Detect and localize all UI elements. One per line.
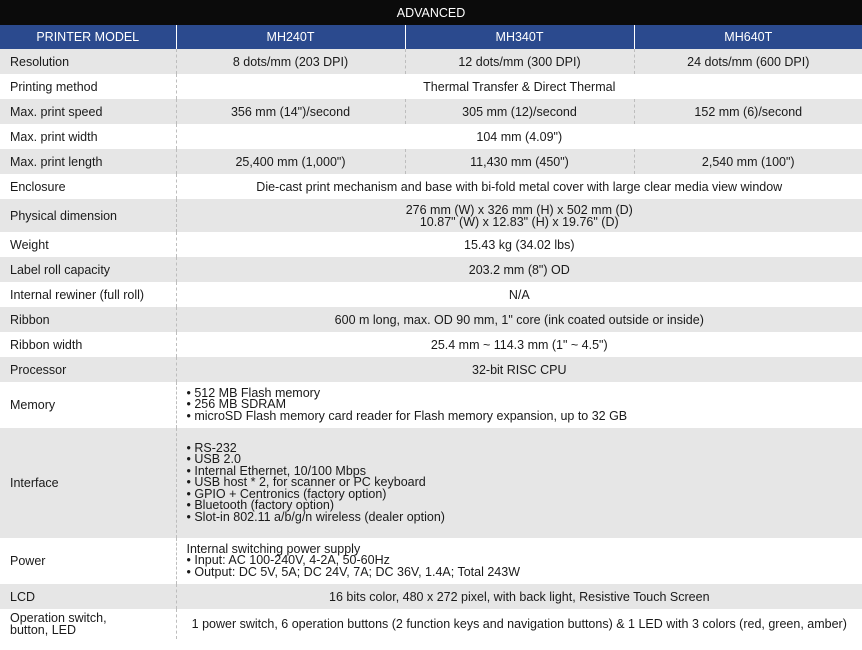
table-row [0, 174, 862, 199]
row-label [0, 609, 176, 639]
cell-value: 11,430 mm (450") [405, 149, 634, 174]
cell-line: Internal switching power supply [186, 541, 361, 556]
table-row [0, 609, 862, 639]
cell-value: 24 dots/mm (600 DPI) [634, 49, 862, 74]
column-header: PRINTER MODEL [0, 25, 176, 49]
cell-value: 203.2 mm (8") OD [176, 257, 862, 282]
table-row [0, 232, 862, 257]
table-row [0, 307, 862, 332]
row-label: Memory [0, 382, 176, 428]
cell-value: 8 dots/mm (203 DPI) [176, 49, 405, 74]
row-label: Processor [0, 357, 176, 382]
table-row [0, 74, 862, 99]
table-row [0, 257, 862, 282]
row-label-line: Operation switch, [10, 611, 107, 625]
cell-value: Die-cast print mechanism and base with bi-fold metal cover with large clear media view window [176, 174, 862, 199]
column-header: MH640T [634, 25, 862, 49]
cell-value: 2,540 mm (100") [634, 149, 862, 174]
cell-line: • Internal Ethernet, 10/100 Mbps [186, 463, 366, 478]
cell-value: 356 mm (14")/second [176, 99, 405, 124]
cell-line: • 512 MB Flash memory [186, 385, 321, 400]
cell-value: 305 mm (12)/second [405, 99, 634, 124]
cell-value [176, 382, 862, 428]
cell-line: • USB host * 2, for scanner or PC keyboard [186, 475, 426, 490]
cell-line: • Output: DC 5V, 5A; DC 24V, 7A; DC 36V, 1.4A; Total 243W [186, 564, 521, 579]
title-row [0, 0, 862, 25]
row-label: Physical dimension [0, 199, 176, 232]
cell-value: 25,400 mm (1,000") [176, 149, 405, 174]
row-label: Interface [0, 428, 176, 538]
row-label: Max. print width [0, 124, 176, 149]
header-row [0, 25, 862, 49]
table-row [0, 538, 862, 584]
cell-value: 16 bits color, 480 x 272 pixel, with back light, Resistive Touch Screen [176, 584, 862, 609]
cell-value: 32-bit RISC CPU [176, 357, 862, 382]
cell-line: • Slot-in 802.11 a/b/g/n wireless (dealer option) [186, 509, 445, 524]
row-label: Max. print speed [0, 99, 176, 124]
row-label: Enclosure [0, 174, 176, 199]
table-row [0, 199, 862, 232]
row-label: Label roll capacity [0, 257, 176, 282]
cell-value: 600 m long, max. OD 90 mm, 1" core (ink coated outside or inside) [176, 307, 862, 332]
cell-value: 104 mm (4.09") [176, 124, 862, 149]
table-row [0, 282, 862, 307]
row-label: Weight [0, 232, 176, 257]
table-row [0, 332, 862, 357]
row-label-line: button, LED [10, 623, 77, 637]
cell-line: • microSD Flash memory card reader for Flash memory expansion, up to 32 GB [186, 408, 628, 423]
cell-line: • Bluetooth (factory option) [186, 498, 335, 513]
cell-line: • USB 2.0 [186, 452, 241, 467]
row-label: Power [0, 538, 176, 584]
column-header: MH340T [405, 25, 634, 49]
cell-value [176, 428, 862, 538]
cell-value [176, 538, 862, 584]
table-row [0, 584, 862, 609]
row-label: Internal rewiner (full roll) [0, 282, 176, 307]
cell-line: • GPIO + Centronics (factory option) [186, 486, 387, 501]
row-label: LCD [0, 584, 176, 609]
row-label: Ribbon width [0, 332, 176, 357]
row-label: Ribbon [0, 307, 176, 332]
cell-value: 12 dots/mm (300 DPI) [405, 49, 634, 74]
cell-value [176, 199, 862, 232]
cell-value: Thermal Transfer & Direct Thermal [176, 74, 862, 99]
cell-value: 152 mm (6)/second [634, 99, 862, 124]
cell-line: • Input: AC 100-240V, 4-2A, 50-60Hz [186, 553, 390, 568]
cell-value: N/A [176, 282, 862, 307]
row-label: Resolution [0, 49, 176, 74]
table-row [0, 99, 862, 124]
cell-line: • RS-232 [186, 440, 237, 455]
table-row [0, 49, 862, 74]
cell-value: 1 power switch, 6 operation buttons (2 function keys and navigation buttons) & 1 LED with 3 colors (red, green, amber) [176, 609, 862, 639]
cell-value: 25.4 mm ~ 114.3 mm (1" ~ 4.5") [176, 332, 862, 357]
cell-line: 10.87" (W) x 12.83" (H) x 19.76" (D) [419, 214, 619, 229]
column-header: MH240T [176, 25, 405, 49]
table-row [0, 149, 862, 174]
cell-line: • 256 MB SDRAM [186, 397, 287, 412]
table-row [0, 124, 862, 149]
table-row [0, 428, 862, 538]
table-row [0, 382, 862, 428]
cell-line: 276 mm (W) x 326 mm (H) x 502 mm (D) [405, 202, 633, 217]
row-label: Max. print length [0, 149, 176, 174]
cell-value: 15.43 kg (34.02 lbs) [176, 232, 862, 257]
table-row [0, 357, 862, 382]
row-label: Printing method [0, 74, 176, 99]
table-title: ADVANCED [0, 0, 862, 25]
